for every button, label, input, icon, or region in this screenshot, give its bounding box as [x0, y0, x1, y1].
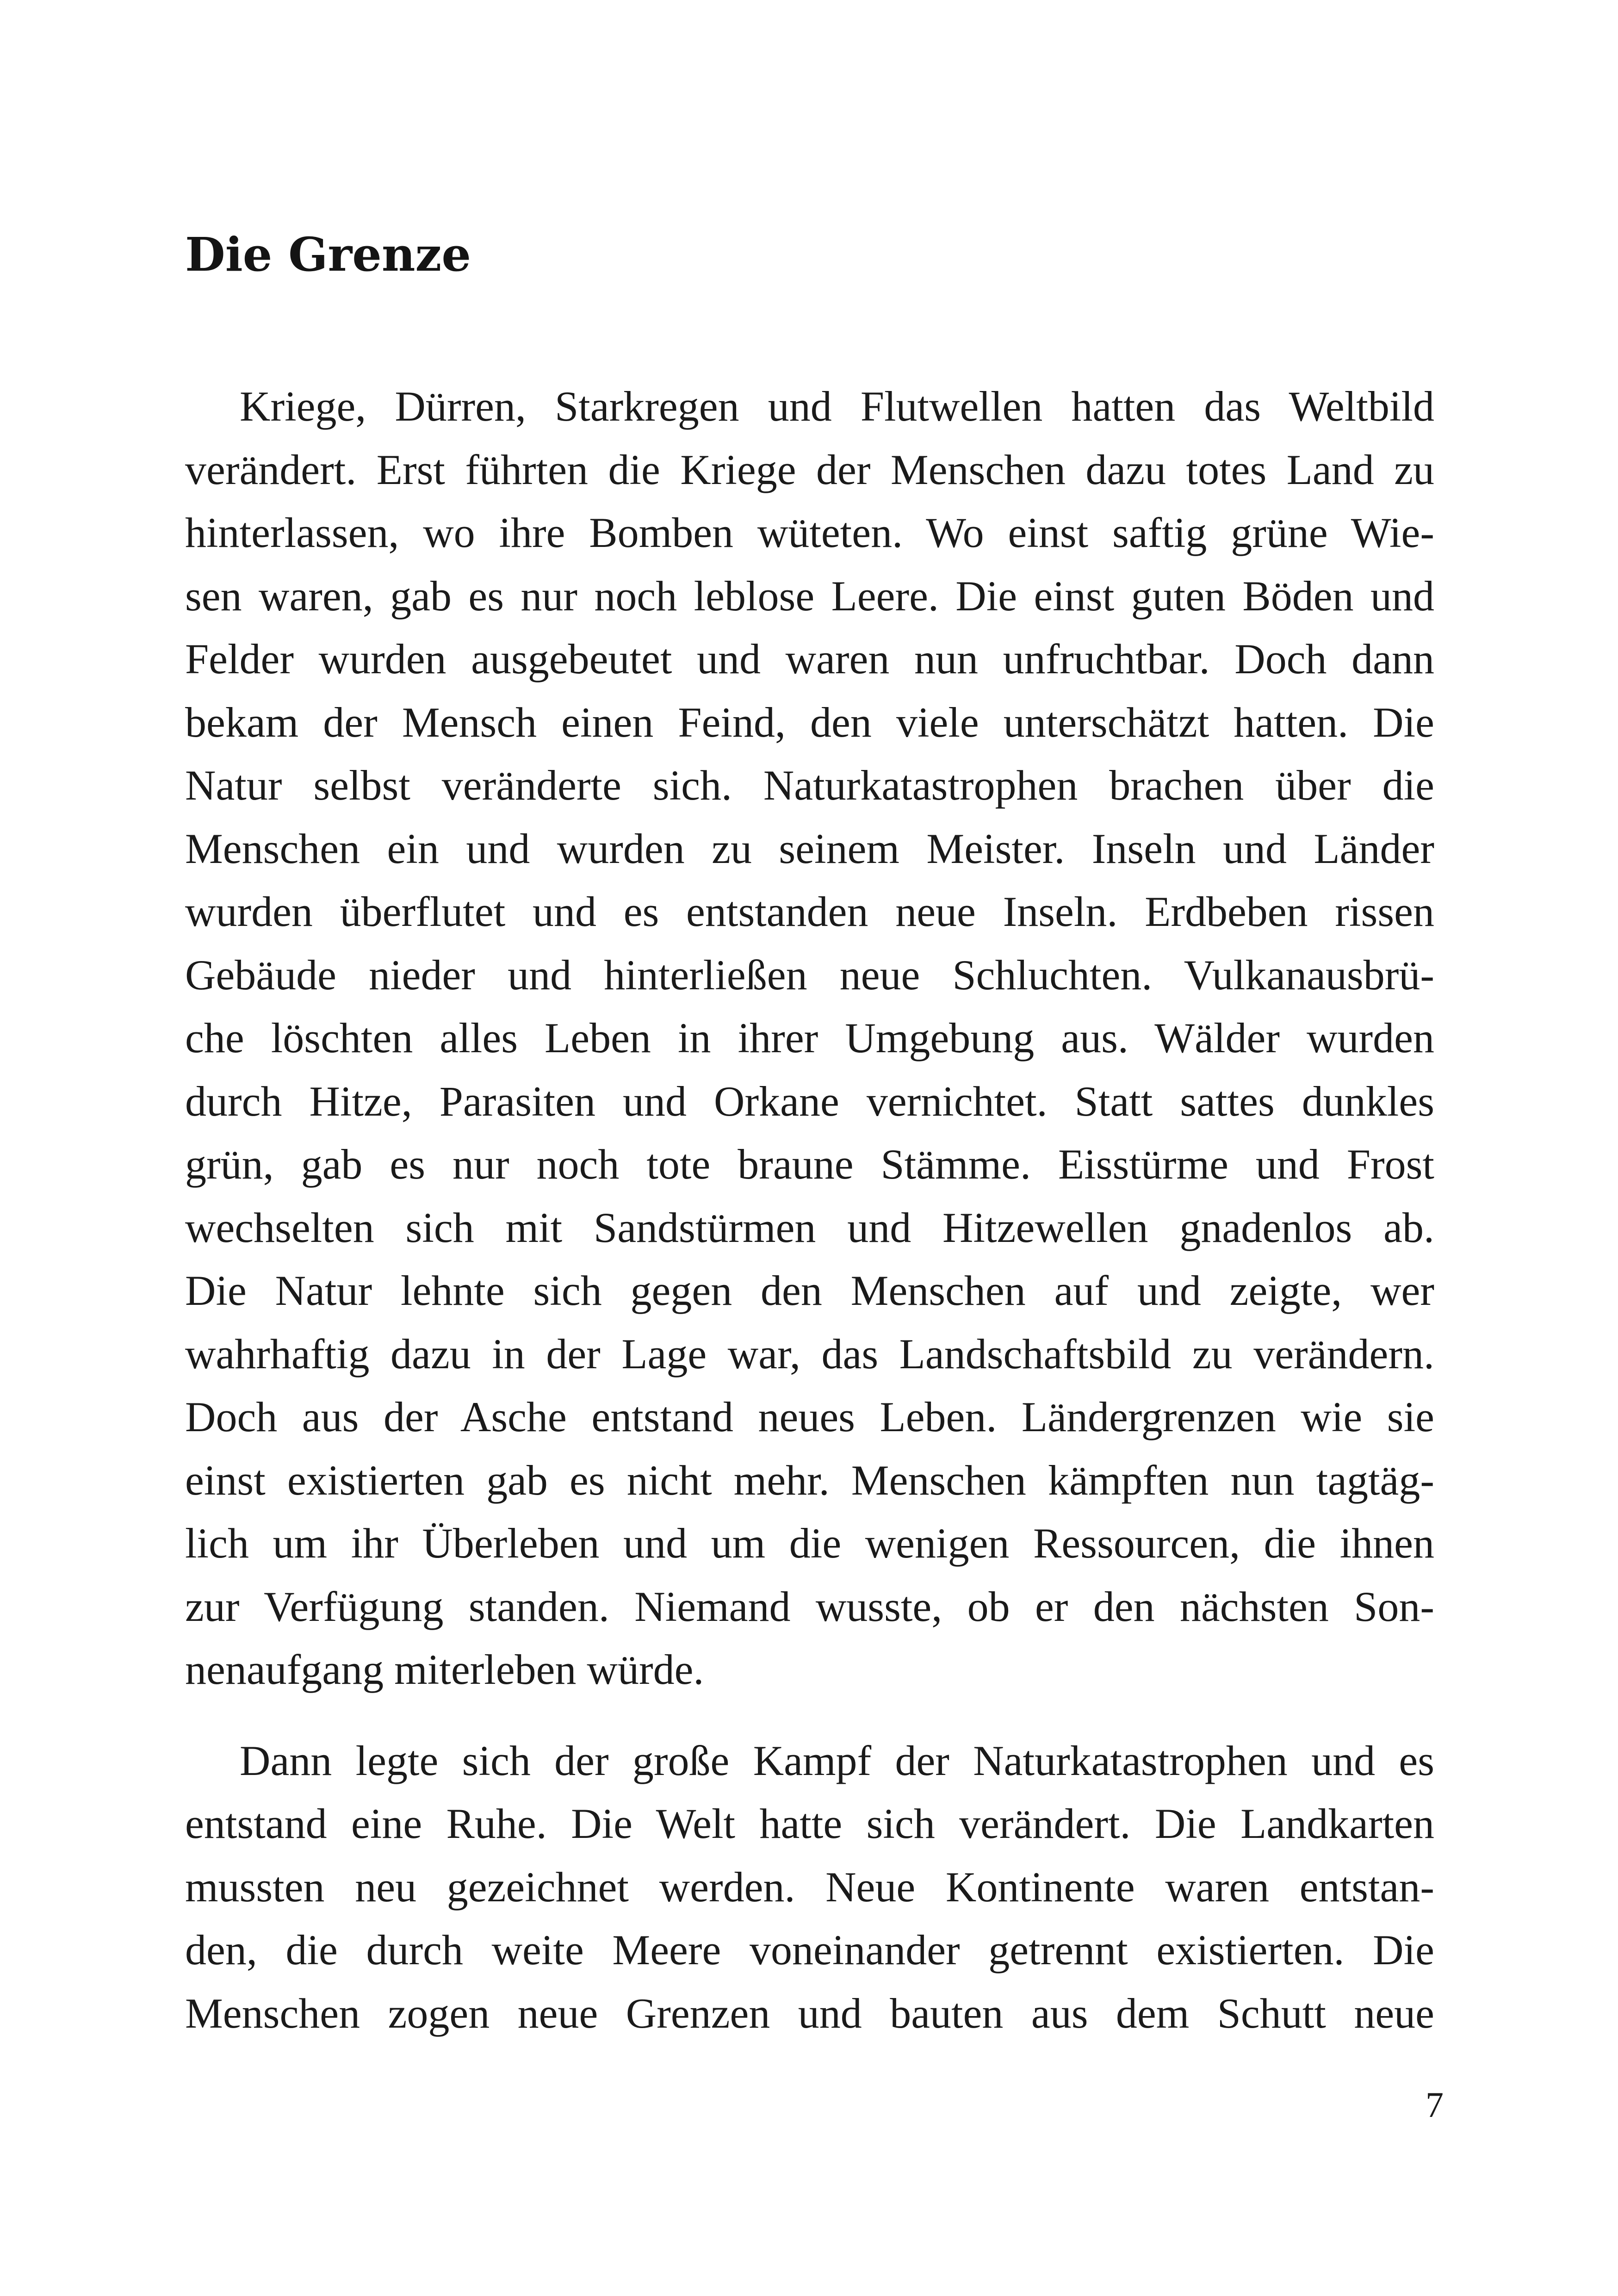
- text-line: Doch aus der Asche entstand neues Leben. Ländergrenzen wie sie: [185, 1393, 1434, 1440]
- chapter-title: Die Grenze: [185, 227, 471, 282]
- text-line: nenaufgang miterleben würde.: [185, 1646, 704, 1693]
- text-line: Die Natur lehnte sich gegen den Menschen auf und zeigte, wer: [185, 1267, 1434, 1314]
- text-line: durch Hitze, Parasiten und Orkane vernichtet. Statt sattes dunkles: [185, 1077, 1434, 1125]
- text-line: zur Verfügung standen. Niemand wusste, ob er den nächsten Son-: [185, 1582, 1434, 1630]
- paragraph-2: [185, 1729, 1434, 2045]
- text-line: den, die durch weite Meere voneinander getrennt existierten. Die: [185, 1926, 1434, 1973]
- paragraph-1: [185, 375, 1434, 1701]
- text-line: Kriege, Dürren, Starkregen und Flutwellen hatten das Weltbild: [240, 383, 1434, 430]
- page-number: 7: [1426, 2085, 1444, 2125]
- text-line: grün, gab es nur noch tote braune Stämme. Eisstürme und Frost: [185, 1141, 1434, 1188]
- text-line: Dann legte sich der große Kampf der Naturkatastrophen und es: [240, 1737, 1434, 1784]
- text-line: Menschen ein und wurden zu seinem Meister. Inseln und Länder: [185, 825, 1434, 872]
- text-line: che löschten alles Leben in ihrer Umgebung aus. Wälder wurden: [185, 1014, 1434, 1061]
- text-line: Menschen zogen neue Grenzen und bauten aus dem Schutt neue: [185, 1989, 1434, 2037]
- text-line: sen waren, gab es nur noch leblose Leere. Die einst guten Böden und: [185, 572, 1434, 620]
- text-line: hinterlassen, wo ihre Bomben wüteten. Wo einst saftig grüne Wie-: [185, 509, 1434, 556]
- text-line: entstand eine Ruhe. Die Welt hatte sich verändert. Die Landkarten: [185, 1800, 1434, 1847]
- text-line: Natur selbst veränderte sich. Naturkatastrophen brachen über die: [185, 762, 1434, 809]
- text-line: wechselten sich mit Sandstürmen und Hitzewellen gnadenlos ab.: [185, 1204, 1434, 1251]
- paragraph-gap: [185, 1701, 1434, 1729]
- text-line: bekam der Mensch einen Feind, den viele unterschätzt hatten. Die: [185, 698, 1434, 746]
- text-line: mussten neu gezeichnet werden. Neue Kontinente waren entstan-: [185, 1863, 1434, 1911]
- text-line: Gebäude nieder und hinterließen neue Schluchten. Vulkanausbrü-: [185, 951, 1434, 999]
- text-line: wurden überflutet und es entstanden neue Inseln. Erdbeben rissen: [185, 888, 1434, 935]
- text-line: lich um ihr Überleben und um die wenigen Ressourcen, die ihnen: [185, 1520, 1434, 1567]
- chapter-body: [185, 375, 1434, 2045]
- text-line: einst existierten gab es nicht mehr. Menschen kämpften nun tagtäg-: [185, 1456, 1434, 1504]
- text-line: Felder wurden ausgebeutet und waren nun unfruchtbar. Doch dann: [185, 635, 1434, 683]
- text-line: verändert. Erst führten die Kriege der Menschen dazu totes Land zu: [185, 446, 1434, 493]
- text-line: wahrhaftig dazu in der Lage war, das Landschaftsbild zu verändern.: [185, 1330, 1434, 1378]
